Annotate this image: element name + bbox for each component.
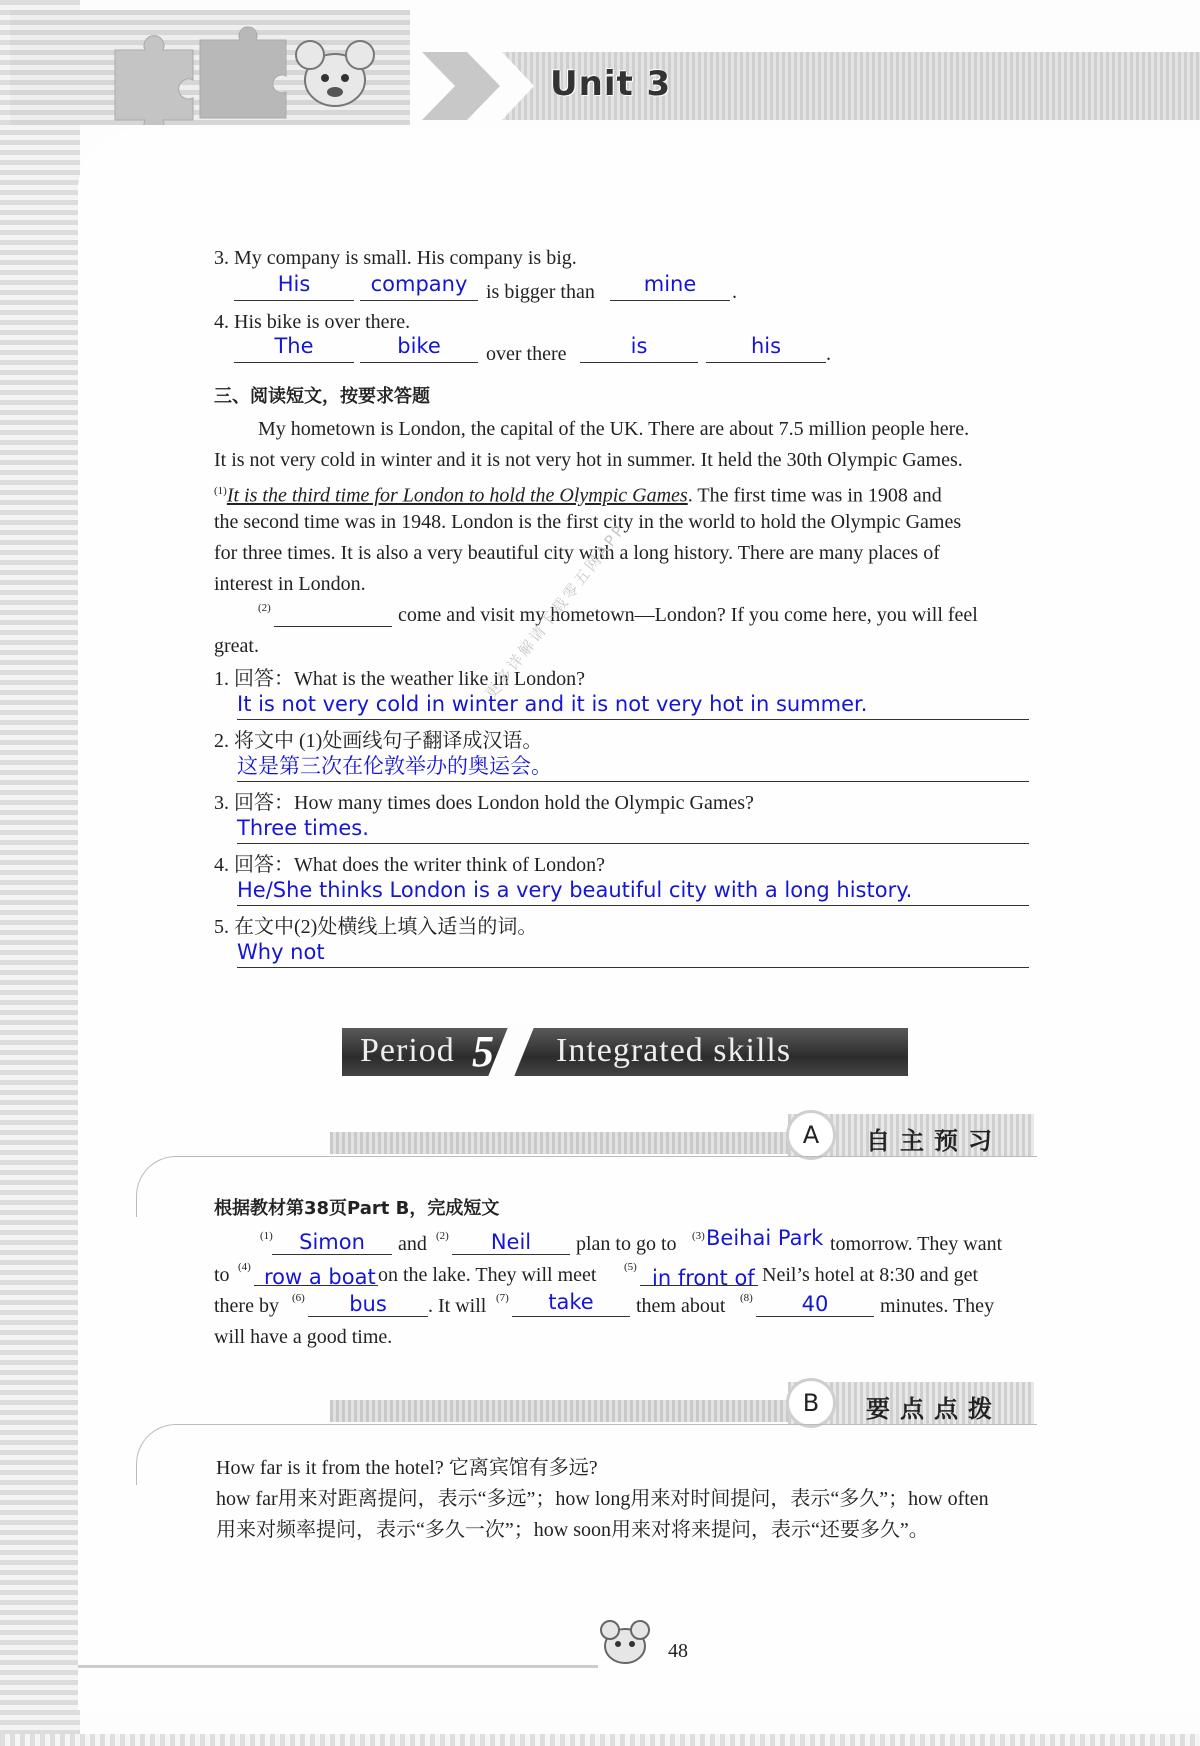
- cloze-marker-4: (4): [238, 1261, 251, 1273]
- q4-prompt: 4. His bike is over there.: [214, 311, 411, 333]
- q3-end: .: [732, 281, 737, 303]
- passage-line-2: It is not very cold in winter and it is not very hot in summer. It held the 30th Olympic Games.: [214, 449, 963, 471]
- cloze-text-3: tomorrow. They want: [830, 1233, 1003, 1255]
- question-3-answer: Three times.: [237, 816, 369, 840]
- q4-mid-text: over there: [486, 343, 567, 365]
- question-1-answer: It is not very cold in winter and it is not very hot in summer.: [237, 692, 868, 716]
- passage-line-6: interest in London.: [214, 573, 366, 595]
- watermark: 更多详解请下载零五网APP: [481, 519, 630, 703]
- cloze-answer-6: bus: [349, 1292, 387, 1316]
- question-4-answer-line[interactable]: [237, 904, 1029, 906]
- cloze-answer-2: Neil: [490, 1230, 532, 1254]
- question-3-prompt: 3. 回答：How many times does London hold the Olympic Games?: [214, 792, 754, 814]
- q3-mid-text: is bigger than: [486, 281, 595, 303]
- passage-line-5: for three times. It is also a very beautiful city with a long history. There are many places of: [214, 542, 940, 564]
- section-a-letter: A: [786, 1110, 836, 1160]
- cloze-answer-3: Beihai Park: [706, 1226, 824, 1250]
- cloze-text-4: to: [214, 1264, 230, 1286]
- header-arrow-band: [422, 52, 1200, 120]
- q4-answer-1: The: [274, 334, 314, 358]
- question-5-answer-line[interactable]: [237, 966, 1029, 968]
- question-4-prompt: 4. 回答：What does the writer think of London?: [214, 854, 606, 876]
- cloze-marker-2: (2): [436, 1230, 449, 1242]
- cloze-text-2: plan to go to: [576, 1233, 677, 1255]
- bottom-stripe-border: [0, 1734, 1200, 1746]
- q4-end: .: [826, 343, 831, 365]
- section-b-line-1: How far is it from the hotel? 它离宾馆有多远?: [216, 1457, 598, 1479]
- cloze-text-11: will have a good time.: [214, 1326, 393, 1348]
- section-b-line-3: 用来对频率提问，表示“多久一次”；how soon用来对将来提问，表示“还要多久”。: [216, 1519, 929, 1541]
- section-b-letter: B: [786, 1378, 836, 1428]
- question-3-answer-line[interactable]: [237, 842, 1029, 844]
- footer-rule: [78, 1664, 598, 1668]
- cloze-answer-5: in front of: [652, 1266, 755, 1290]
- cloze-answer-7: take: [548, 1290, 594, 1314]
- passage-blank-2[interactable]: [274, 600, 392, 627]
- question-1-prompt: 1. 回答：What is the weather like in London?: [214, 668, 586, 690]
- cloze-text-1: and: [398, 1233, 427, 1255]
- cloze-text-7: there by: [214, 1295, 279, 1317]
- cloze-answer-1: Simon: [299, 1230, 365, 1254]
- cloze-text-6: Neil’s hotel at 8:30 and get: [762, 1264, 979, 1286]
- page-number: 48: [668, 1640, 688, 1662]
- section-b-line-2: how far用来对距离提问，表示“多远”；how long用来对时间提问，表示“多久”；how often: [216, 1488, 989, 1510]
- q3-answer-2: company: [370, 272, 468, 296]
- question-4-answer: He/She thinks London is a very beautiful city with a long history.: [237, 878, 913, 902]
- cloze-answer-8: 40: [801, 1292, 829, 1316]
- q4-answer-3: is: [630, 334, 648, 358]
- period-title: Integrated skills: [556, 1032, 792, 1069]
- cloze-marker-6: (6): [292, 1292, 305, 1304]
- left-stripe-border: [0, 0, 80, 1746]
- section-b-label: 要点点拨: [866, 1395, 1002, 1423]
- marker-2: (2): [258, 602, 271, 614]
- passage-line-3-rest: . The first time was in 1908 and: [687, 484, 942, 507]
- period-label: Period: [360, 1032, 455, 1069]
- header-puzzle-banner: [10, 10, 410, 125]
- q3-answer-3: mine: [643, 272, 697, 296]
- section-a-instruction: 根据教材第38页Part B，完成短文: [214, 1198, 500, 1219]
- passage-line-7: come and visit my hometown—London? If you come here, you will feel: [398, 604, 978, 626]
- question-1-answer-line[interactable]: [237, 718, 1029, 720]
- question-2-prompt: 2. 将文中 (1)处画线句子翻译成汉语。: [214, 730, 543, 752]
- footer-mascot-icon: [590, 1614, 660, 1674]
- cloze-marker-3: (3): [692, 1230, 705, 1242]
- cloze-text-9: them about: [636, 1295, 726, 1317]
- period-number: 5: [472, 1027, 494, 1076]
- passage-line-8: great.: [214, 635, 259, 657]
- mouse-mascot-icon: [296, 41, 374, 106]
- q3-answer-1: His: [277, 272, 311, 296]
- section-b-bar: [330, 1400, 790, 1422]
- cloze-marker-5: (5): [624, 1261, 637, 1273]
- section3-heading: 三、阅读短文，按要求答题: [214, 386, 430, 407]
- marker-1: (1): [214, 485, 227, 497]
- question-5-answer: Why not: [237, 940, 325, 964]
- passage-line-1: My hometown is London, the capital of the UK. There are about 7.5 million people here.: [258, 418, 970, 440]
- period-banner: [342, 1028, 908, 1076]
- cloze-text-5: on the lake. They will meet: [378, 1264, 597, 1286]
- q4-answer-4: his: [750, 334, 782, 358]
- section-a-bar: [330, 1132, 790, 1154]
- cloze-marker-8: (8): [740, 1292, 753, 1304]
- puzzle-pieces-icon: [10, 10, 410, 125]
- cloze-marker-7: (7): [496, 1292, 509, 1304]
- unit-title: Unit 3: [550, 64, 672, 104]
- q4-answer-2: bike: [397, 334, 441, 358]
- cloze-marker-1: (1): [260, 1230, 273, 1242]
- section-a-label: 自主预习: [866, 1127, 1002, 1155]
- question-2-answer: 这是第三次在伦敦举办的奥运会。: [237, 754, 552, 778]
- passage-line-4: the second time was in 1948. London is the first city in the world to hold the Olympic Games: [214, 511, 962, 533]
- cloze-answer-4: row a boat: [264, 1265, 376, 1289]
- cloze-text-10: minutes. They: [880, 1295, 995, 1317]
- question-2-answer-line[interactable]: [237, 780, 1029, 782]
- underlined-sentence: It is the third time for London to hold the Olympic Games: [226, 484, 688, 507]
- q3-prompt: 3. My company is small. His company is big.: [214, 247, 577, 269]
- question-5-prompt: 5. 在文中(2)处横线上填入适当的词。: [214, 916, 538, 938]
- cloze-text-8: . It will: [428, 1295, 487, 1317]
